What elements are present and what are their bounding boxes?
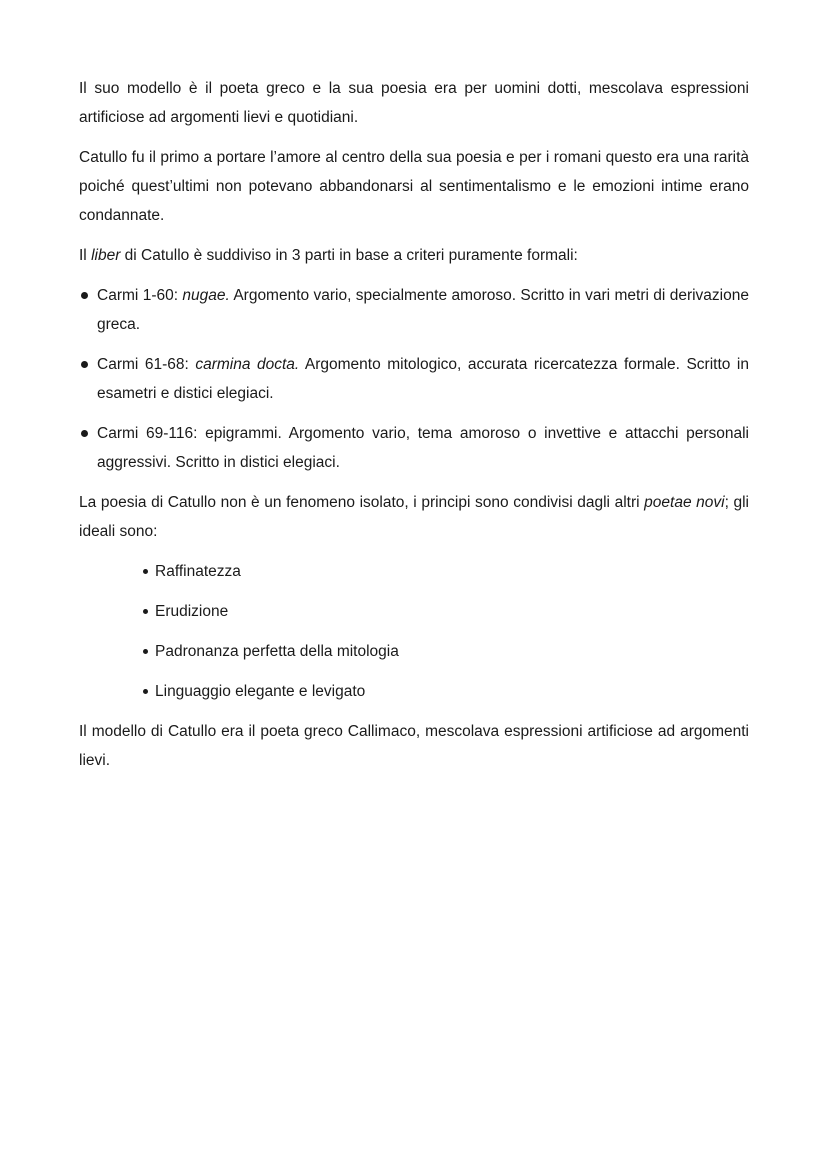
part-text-after: Argomento vario, specialmente amoroso. Scritto in vari metri di derivazione greca. (97, 287, 749, 333)
liber-text-after: di Catullo è suddiviso in 3 parti in base a criteri puramente formali: (120, 247, 578, 264)
poetae-italic: poetae novi (644, 494, 725, 511)
paragraph-callimaco: Il modello di Catullo era il poeta greco Callimaco, mescolava espressioni artificiose ad argomenti lievi. (79, 723, 749, 769)
ideals-list (79, 557, 749, 706)
part-text-before: Carmi 69-116: epigrammi. Argomento vario, tema amoroso o invettive e attacchi personali aggressivi. Scritto in distici elegiaci. (97, 425, 749, 471)
list-item-ideal: Linguaggio elegante e levigato (143, 677, 749, 706)
list-item-carmi-61-68 (79, 350, 749, 408)
list-item-ideal: Raffinatezza (143, 557, 749, 586)
part-text-after: Argomento mitologico, accurata ricercatezza formale. Scritto in esametri e distici elegiaci. (97, 356, 749, 402)
list-item-carmi-1-60 (79, 281, 749, 339)
list-item-ideal: Padronanza perfetta della mitologia (143, 637, 749, 666)
paragraph-love: Catullo fu il primo a portare l’amore al centro della sua poesia e per i romani questo era una rarità poiché quest’ultimi non potevano abbandonarsi al sentimentalismo e le emozioni intime erano condannate. (79, 149, 749, 224)
part-italic: carmina docta. (195, 356, 300, 373)
part-text-before: Carmi 1-60: (97, 287, 183, 304)
liber-italic: liber (91, 247, 121, 264)
part-text-before: Carmi 61-68: (97, 356, 196, 373)
poetae-text-before: La poesia di Catullo non è un fenomeno isolato, i principi sono condivisi dagli altri (79, 494, 645, 511)
part-italic: nugae. (182, 287, 230, 304)
liber-text-before: Il (79, 247, 92, 264)
paragraph-poetae-novi (79, 488, 749, 546)
list-item-carmi-69-116 (79, 419, 749, 477)
poetae-text-after: ; gli ideali sono: (79, 494, 749, 540)
parts-list (79, 281, 749, 477)
document-page (79, 74, 749, 786)
paragraph-model: Il suo modello è il poeta greco e la sua poesia era per uomini dotti, mescolava espressioni artificiose ad argomenti lievi e quotidiani. (79, 80, 749, 126)
list-item-ideal: Erudizione (143, 597, 749, 626)
paragraph-liber (79, 241, 749, 270)
